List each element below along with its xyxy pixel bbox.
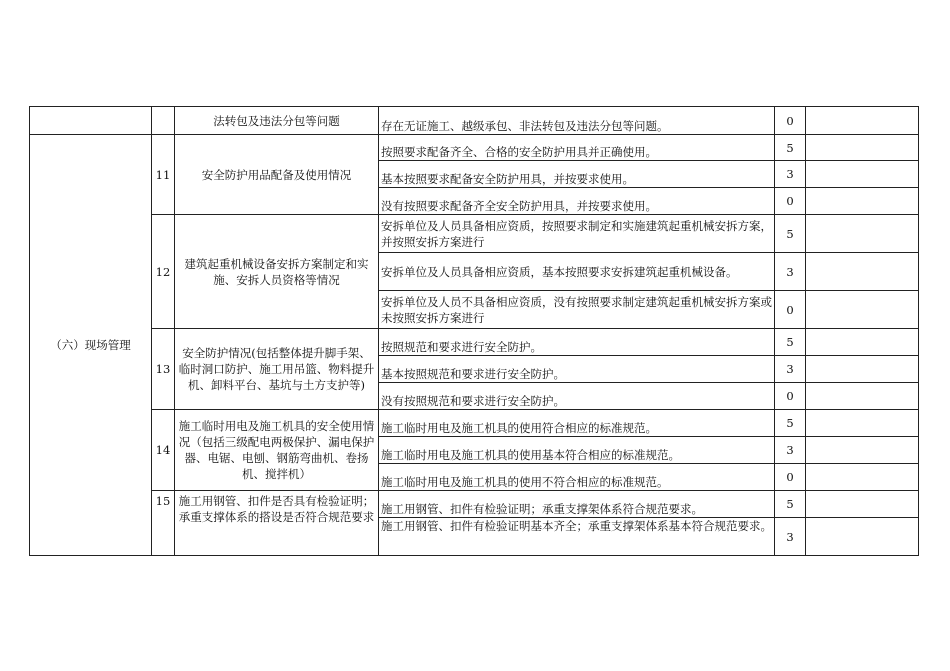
- score: 0: [775, 464, 806, 491]
- score: 0: [775, 107, 806, 135]
- standard-text: 施工临时用电及施工机具的使用符合相应的标准规范。: [379, 410, 775, 437]
- standard-text: 施工用钢管、扣件有检验证明基本齐全；承重支撑架体系基本符合规范要求。: [379, 518, 775, 556]
- standard-text: 没有按照规范和要求进行安全防护。: [379, 383, 775, 410]
- evaluation-table: [29, 106, 919, 556]
- score: 5: [775, 135, 806, 161]
- item-number: 12: [152, 215, 175, 329]
- standard-text: 没有按照要求配备齐全安全防护用具，并按要求使用。: [379, 188, 775, 215]
- item-name: 法转包及违法分包等问题: [175, 107, 379, 135]
- score: 0: [775, 291, 806, 329]
- remark-cell: [806, 356, 919, 383]
- table-row: [30, 410, 919, 437]
- score: 3: [775, 253, 806, 291]
- table-row: [30, 215, 919, 253]
- standard-text: 施工用钢管、扣件有检验证明；承重支撑架体系符合规范要求。: [379, 491, 775, 518]
- standard-text: 施工临时用电及施工机具的使用不符合相应的标准规范。: [379, 464, 775, 491]
- standard-text: 存在无证施工、越级承包、非法转包及违法分包等问题。: [379, 107, 775, 135]
- standard-text: 基本按照规范和要求进行安全防护。: [379, 356, 775, 383]
- remark-cell: [806, 437, 919, 464]
- item-number: 13: [152, 329, 175, 410]
- remark-cell: [806, 291, 919, 329]
- item-number: 11: [152, 135, 175, 215]
- remark-cell: [806, 135, 919, 161]
- score: 3: [775, 518, 806, 556]
- remark-cell: [806, 161, 919, 188]
- item-name: 建筑起重机械设备安拆方案制定和实施、安拆人员资格等情况: [175, 215, 379, 329]
- item-name: 安全防护用品配备及使用情况: [175, 135, 379, 215]
- standard-text: 按照规范和要求进行安全防护。: [379, 329, 775, 356]
- standard-text: 安拆单位及人员不具备相应资质，没有按照要求制定建筑起重机械安拆方案或未按照安拆方案进行: [379, 291, 775, 329]
- remark-cell: [806, 329, 919, 356]
- remark-cell: [806, 188, 919, 215]
- score: 5: [775, 215, 806, 253]
- score: 3: [775, 161, 806, 188]
- score: 5: [775, 491, 806, 518]
- remark-cell: [806, 464, 919, 491]
- remark-cell: [806, 410, 919, 437]
- score: 3: [775, 437, 806, 464]
- table-row: [30, 135, 919, 161]
- remark-cell: [806, 107, 919, 135]
- standard-text: 基本按照要求配备安全防护用具，并按要求使用。: [379, 161, 775, 188]
- remark-cell: [806, 253, 919, 291]
- table-row: [30, 329, 919, 356]
- item-name: 施工临时用电及施工机具的安全使用情况（包括三级配电两极保护、漏电保护器、电锯、电刨、钢筋弯曲机、卷扬机、搅拌机）: [175, 410, 379, 491]
- table-row: [30, 107, 919, 135]
- standard-text: 按照要求配备齐全、合格的安全防护用具并正确使用。: [379, 135, 775, 161]
- remark-cell: [806, 215, 919, 253]
- score: 3: [775, 356, 806, 383]
- item-number: 14: [152, 410, 175, 491]
- item-name: 安全防护情况(包括整体提升脚手架、临时洞口防护、施工用吊篮、物料提升机、卸料平台、基坑与土方支护等): [175, 329, 379, 410]
- score: 0: [775, 383, 806, 410]
- category-cell-empty: [30, 107, 152, 135]
- score: 5: [775, 329, 806, 356]
- category-label: （六）现场管理: [30, 135, 152, 556]
- remark-cell: [806, 491, 919, 518]
- score: 5: [775, 410, 806, 437]
- remark-cell: [806, 518, 919, 556]
- standard-text: 安拆单位及人员具备相应资质，按照要求制定和实施建筑起重机械安拆方案，并按照安拆方案进行: [379, 215, 775, 253]
- standard-text: 安拆单位及人员具备相应资质，基本按照要求安拆建筑起重机械设备。: [379, 253, 775, 291]
- table-row: [30, 491, 919, 518]
- item-number-cell-empty: [152, 107, 175, 135]
- item-name: 施工用钢管、扣件是否具有检验证明；承重支撑体系的搭设是否符合规范要求: [175, 491, 379, 556]
- remark-cell: [806, 383, 919, 410]
- standard-text: 施工临时用电及施工机具的使用基本符合相应的标准规范。: [379, 437, 775, 464]
- item-number: 15: [152, 491, 175, 556]
- score: 0: [775, 188, 806, 215]
